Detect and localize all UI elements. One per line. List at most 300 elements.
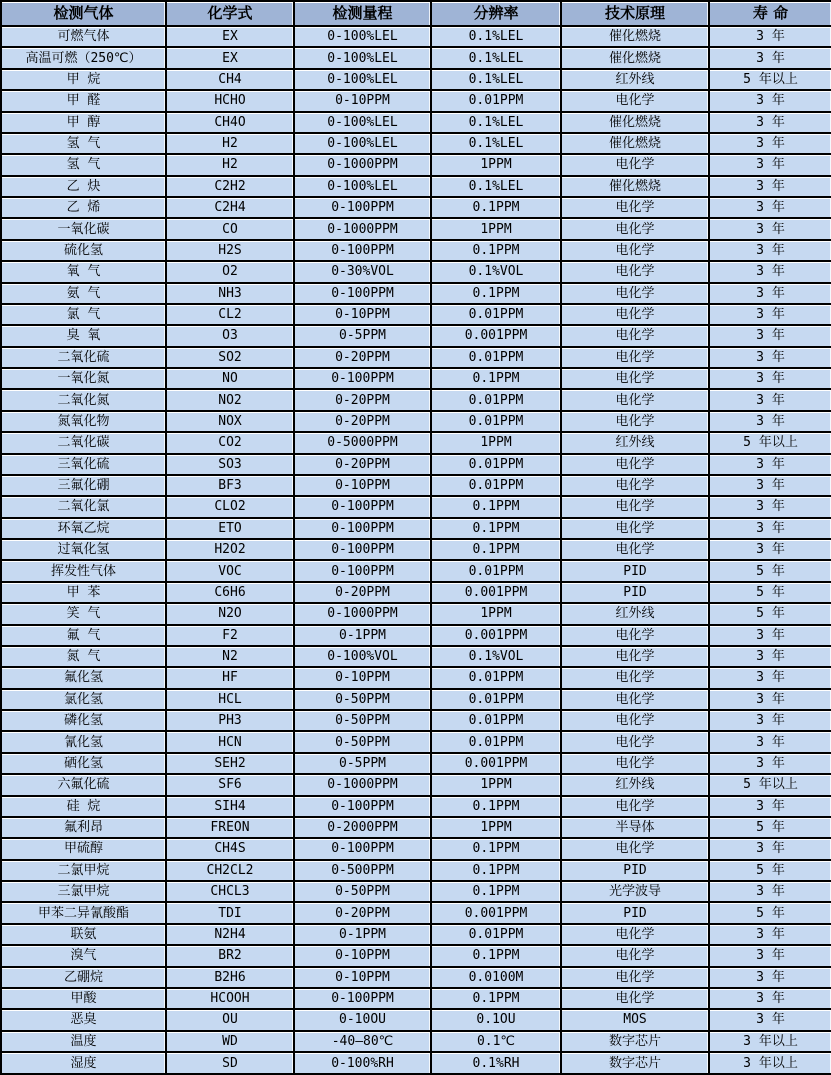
cell-lifespan: 3 年 — [709, 518, 831, 539]
table-row — [1, 304, 831, 325]
cell-gas-name: 联氨 — [1, 924, 166, 945]
cell-resolution: 0.1PPM — [431, 197, 561, 218]
table-row — [1, 368, 831, 389]
cell-lifespan: 3 年 — [709, 389, 831, 410]
cell-detection-range: 0-100PPM — [294, 368, 431, 389]
cell-chemical-formula: EX — [166, 26, 294, 47]
table-row — [1, 325, 831, 346]
cell-detection-range: 0-100PPM — [294, 240, 431, 261]
cell-gas-name: 甲酸 — [1, 988, 166, 1009]
cell-technology-principle: 电化学 — [561, 945, 709, 966]
cell-gas-name: 温度 — [1, 1031, 166, 1052]
cell-lifespan: 3 年 — [709, 625, 831, 646]
cell-resolution: 0.1%LEL — [431, 26, 561, 47]
cell-resolution: 0.01PPM — [431, 667, 561, 688]
cell-lifespan: 3 年 — [709, 218, 831, 239]
cell-lifespan: 3 年 — [709, 967, 831, 988]
cell-gas-name: 三氧化硫 — [1, 454, 166, 475]
cell-gas-name: 甲硫醇 — [1, 838, 166, 859]
cell-technology-principle: 电化学 — [561, 838, 709, 859]
cell-chemical-formula: EX — [166, 47, 294, 68]
cell-resolution: 0.1%LEL — [431, 47, 561, 68]
cell-gas-name: 三氟化硼 — [1, 475, 166, 496]
cell-gas-name: 硒化氢 — [1, 753, 166, 774]
cell-lifespan: 3 年 — [709, 881, 831, 902]
cell-gas-name: 硫化氢 — [1, 240, 166, 261]
cell-detection-range: 0-5PPM — [294, 325, 431, 346]
cell-chemical-formula: H2S — [166, 240, 294, 261]
cell-gas-name: 甲 醇 — [1, 112, 166, 133]
cell-resolution: 1PPM — [431, 218, 561, 239]
cell-resolution: 0.01PPM — [431, 475, 561, 496]
cell-chemical-formula: SEH2 — [166, 753, 294, 774]
cell-detection-range: 0-100PPM — [294, 560, 431, 581]
cell-resolution: 0.01PPM — [431, 731, 561, 752]
table-row — [1, 283, 831, 304]
cell-chemical-formula: SO2 — [166, 347, 294, 368]
cell-technology-principle: 数字芯片 — [561, 1031, 709, 1052]
cell-gas-name: 氨 气 — [1, 283, 166, 304]
cell-chemical-formula: O2 — [166, 261, 294, 282]
cell-resolution: 0.001PPM — [431, 325, 561, 346]
cell-detection-range: 0-10PPM — [294, 90, 431, 111]
table-row — [1, 47, 831, 68]
cell-chemical-formula: O3 — [166, 325, 294, 346]
cell-chemical-formula: TDI — [166, 902, 294, 923]
cell-lifespan: 3 年 — [709, 176, 831, 197]
cell-lifespan: 5 年 — [709, 902, 831, 923]
cell-chemical-formula: HCN — [166, 731, 294, 752]
cell-technology-principle: 红外线 — [561, 69, 709, 90]
cell-lifespan: 3 年以上 — [709, 1052, 831, 1074]
cell-chemical-formula: NOX — [166, 411, 294, 432]
header-technology-principle: 技术原理 — [561, 1, 709, 26]
cell-chemical-formula: SIH4 — [166, 796, 294, 817]
cell-lifespan: 5 年以上 — [709, 69, 831, 90]
cell-technology-principle: 光学波导 — [561, 881, 709, 902]
cell-resolution: 0.1%LEL — [431, 69, 561, 90]
cell-gas-name: 氟 气 — [1, 625, 166, 646]
cell-gas-name: 六氟化硫 — [1, 774, 166, 795]
cell-resolution: 0.1PPM — [431, 539, 561, 560]
cell-lifespan: 3 年 — [709, 753, 831, 774]
cell-gas-name: 氢 气 — [1, 154, 166, 175]
cell-lifespan: 3 年 — [709, 838, 831, 859]
cell-lifespan: 3 年 — [709, 988, 831, 1009]
cell-technology-principle: 电化学 — [561, 347, 709, 368]
cell-gas-name: 甲 苯 — [1, 582, 166, 603]
cell-resolution: 0.01PPM — [431, 389, 561, 410]
table-row — [1, 710, 831, 731]
cell-resolution: 0.01PPM — [431, 924, 561, 945]
cell-technology-principle: PID — [561, 560, 709, 581]
cell-gas-name: 甲 醛 — [1, 90, 166, 111]
cell-detection-range: 0-10PPM — [294, 667, 431, 688]
table-row — [1, 860, 831, 881]
table-body — [1, 26, 831, 1074]
cell-detection-range: 0-100%LEL — [294, 69, 431, 90]
cell-resolution: 0.1PPM — [431, 240, 561, 261]
cell-technology-principle: 电化学 — [561, 283, 709, 304]
cell-resolution: 0.01PPM — [431, 689, 561, 710]
cell-resolution: 0.1PPM — [431, 881, 561, 902]
header-resolution: 分辨率 — [431, 1, 561, 26]
cell-gas-name: 磷化氢 — [1, 710, 166, 731]
header-row — [1, 1, 831, 26]
cell-detection-range: 0-50PPM — [294, 881, 431, 902]
cell-resolution: 1PPM — [431, 774, 561, 795]
table-row — [1, 240, 831, 261]
cell-chemical-formula: CHCL3 — [166, 881, 294, 902]
header-lifespan: 寿 命 — [709, 1, 831, 26]
cell-detection-range: 0-100PPM — [294, 518, 431, 539]
table-row — [1, 411, 831, 432]
cell-resolution: 1PPM — [431, 432, 561, 453]
table-row — [1, 218, 831, 239]
cell-chemical-formula: B2H6 — [166, 967, 294, 988]
cell-lifespan: 3 年 — [709, 304, 831, 325]
cell-lifespan: 3 年 — [709, 261, 831, 282]
cell-chemical-formula: PH3 — [166, 710, 294, 731]
cell-detection-range: 0-10PPM — [294, 967, 431, 988]
cell-detection-range: 0-10OU — [294, 1009, 431, 1030]
cell-technology-principle: 催化燃烧 — [561, 133, 709, 154]
cell-detection-range: 0-100PPM — [294, 496, 431, 517]
cell-lifespan: 3 年 — [709, 496, 831, 517]
cell-resolution: 0.1PPM — [431, 838, 561, 859]
cell-resolution: 0.1%VOL — [431, 646, 561, 667]
cell-lifespan: 5 年 — [709, 860, 831, 881]
table-row — [1, 1031, 831, 1052]
cell-gas-name: 高温可燃（250℃） — [1, 47, 166, 68]
cell-technology-principle: 电化学 — [561, 518, 709, 539]
header-gas-name: 检测气体 — [1, 1, 166, 26]
cell-technology-principle: 电化学 — [561, 796, 709, 817]
cell-technology-principle: 电化学 — [561, 667, 709, 688]
table-row — [1, 347, 831, 368]
cell-detection-range: 0-10PPM — [294, 304, 431, 325]
cell-gas-name: 可燃气体 — [1, 26, 166, 47]
cell-lifespan: 3 年 — [709, 646, 831, 667]
cell-technology-principle: 电化学 — [561, 325, 709, 346]
table-row — [1, 646, 831, 667]
cell-chemical-formula: N2 — [166, 646, 294, 667]
cell-lifespan: 3 年 — [709, 710, 831, 731]
cell-resolution: 1PPM — [431, 603, 561, 624]
cell-chemical-formula: C2H4 — [166, 197, 294, 218]
cell-lifespan: 3 年 — [709, 475, 831, 496]
cell-technology-principle: PID — [561, 860, 709, 881]
cell-gas-name: 一氧化碳 — [1, 218, 166, 239]
table-row — [1, 945, 831, 966]
table-row — [1, 539, 831, 560]
table-row — [1, 432, 831, 453]
cell-detection-range: 0-100%VOL — [294, 646, 431, 667]
cell-detection-range: 0-5PPM — [294, 753, 431, 774]
cell-gas-name: 氮氧化物 — [1, 411, 166, 432]
cell-chemical-formula: N2O — [166, 603, 294, 624]
cell-gas-name: 甲 烷 — [1, 69, 166, 90]
cell-lifespan: 5 年 — [709, 560, 831, 581]
table-row — [1, 603, 831, 624]
cell-lifespan: 5 年以上 — [709, 774, 831, 795]
cell-lifespan: 3 年 — [709, 240, 831, 261]
cell-resolution: 0.1OU — [431, 1009, 561, 1030]
cell-detection-range: 0-50PPM — [294, 689, 431, 710]
cell-chemical-formula: SD — [166, 1052, 294, 1074]
cell-detection-range: 0-30%VOL — [294, 261, 431, 282]
table-row — [1, 924, 831, 945]
cell-resolution: 0.001PPM — [431, 753, 561, 774]
cell-lifespan: 3 年 — [709, 796, 831, 817]
cell-lifespan: 3 年 — [709, 283, 831, 304]
table-row — [1, 689, 831, 710]
cell-detection-range: 0-100%LEL — [294, 26, 431, 47]
table-row — [1, 26, 831, 47]
table-row — [1, 967, 831, 988]
cell-technology-principle: 电化学 — [561, 475, 709, 496]
cell-lifespan: 3 年 — [709, 325, 831, 346]
cell-resolution: 0.1%VOL — [431, 261, 561, 282]
cell-gas-name: 氢 气 — [1, 133, 166, 154]
table-row — [1, 667, 831, 688]
cell-technology-principle: 电化学 — [561, 967, 709, 988]
cell-lifespan: 3 年 — [709, 133, 831, 154]
cell-resolution: 1PPM — [431, 817, 561, 838]
cell-chemical-formula: NO — [166, 368, 294, 389]
cell-chemical-formula: SO3 — [166, 454, 294, 475]
cell-lifespan: 3 年 — [709, 411, 831, 432]
cell-lifespan: 3 年 — [709, 689, 831, 710]
cell-lifespan: 3 年 — [709, 154, 831, 175]
cell-technology-principle: 催化燃烧 — [561, 47, 709, 68]
cell-resolution: 0.001PPM — [431, 902, 561, 923]
cell-lifespan: 3 年 — [709, 26, 831, 47]
table-row — [1, 625, 831, 646]
cell-gas-name: 氧 气 — [1, 261, 166, 282]
cell-technology-principle: 电化学 — [561, 625, 709, 646]
cell-detection-range: 0-1000PPM — [294, 603, 431, 624]
cell-technology-principle: PID — [561, 902, 709, 923]
table-row — [1, 69, 831, 90]
cell-gas-name: 氟利昂 — [1, 817, 166, 838]
cell-chemical-formula: HCL — [166, 689, 294, 710]
cell-lifespan: 3 年以上 — [709, 1031, 831, 1052]
cell-technology-principle: 电化学 — [561, 539, 709, 560]
cell-lifespan: 3 年 — [709, 924, 831, 945]
cell-chemical-formula: BF3 — [166, 475, 294, 496]
table-row — [1, 560, 831, 581]
cell-resolution: 1PPM — [431, 154, 561, 175]
cell-technology-principle: 半导体 — [561, 817, 709, 838]
cell-gas-name: 氯 气 — [1, 304, 166, 325]
table-row — [1, 518, 831, 539]
cell-detection-range: 0-1PPM — [294, 625, 431, 646]
cell-technology-principle: 电化学 — [561, 389, 709, 410]
table-row — [1, 817, 831, 838]
cell-lifespan: 5 年 — [709, 817, 831, 838]
cell-gas-name: 二氧化碳 — [1, 432, 166, 453]
cell-detection-range: 0-50PPM — [294, 710, 431, 731]
cell-chemical-formula: HCOOH — [166, 988, 294, 1009]
header-chemical-formula: 化学式 — [166, 1, 294, 26]
table-row — [1, 475, 831, 496]
cell-technology-principle: 红外线 — [561, 432, 709, 453]
cell-lifespan: 5 年 — [709, 603, 831, 624]
cell-lifespan: 3 年 — [709, 197, 831, 218]
table-row — [1, 90, 831, 111]
cell-chemical-formula: HF — [166, 667, 294, 688]
table-row — [1, 1009, 831, 1030]
cell-detection-range: 0-1000PPM — [294, 154, 431, 175]
cell-lifespan: 3 年 — [709, 347, 831, 368]
cell-lifespan: 3 年 — [709, 1009, 831, 1030]
cell-lifespan: 3 年 — [709, 454, 831, 475]
table-row — [1, 1052, 831, 1074]
cell-chemical-formula: HCHO — [166, 90, 294, 111]
cell-technology-principle: 电化学 — [561, 218, 709, 239]
table-row — [1, 176, 831, 197]
cell-chemical-formula: C2H2 — [166, 176, 294, 197]
cell-technology-principle: 电化学 — [561, 304, 709, 325]
cell-detection-range: 0-20PPM — [294, 582, 431, 603]
table-row — [1, 133, 831, 154]
cell-lifespan: 5 年 — [709, 582, 831, 603]
cell-chemical-formula: H2O2 — [166, 539, 294, 560]
table-row — [1, 796, 831, 817]
cell-resolution: 0.001PPM — [431, 625, 561, 646]
cell-lifespan: 3 年 — [709, 731, 831, 752]
cell-gas-name: 乙 烯 — [1, 197, 166, 218]
cell-chemical-formula: SF6 — [166, 774, 294, 795]
cell-gas-name: 恶臭 — [1, 1009, 166, 1030]
cell-technology-principle: 催化燃烧 — [561, 176, 709, 197]
cell-resolution: 0.1℃ — [431, 1031, 561, 1052]
cell-chemical-formula: N2H4 — [166, 924, 294, 945]
cell-detection-range: 0-100PPM — [294, 283, 431, 304]
cell-detection-range: 0-10PPM — [294, 475, 431, 496]
cell-lifespan: 3 年 — [709, 112, 831, 133]
cell-detection-range: 0-20PPM — [294, 389, 431, 410]
cell-detection-range: 0-1000PPM — [294, 218, 431, 239]
cell-technology-principle: 电化学 — [561, 154, 709, 175]
cell-resolution: 0.01PPM — [431, 560, 561, 581]
cell-chemical-formula: CO — [166, 218, 294, 239]
cell-detection-range: 0-100%LEL — [294, 47, 431, 68]
cell-chemical-formula: CH2CL2 — [166, 860, 294, 881]
cell-detection-range: 0-100PPM — [294, 796, 431, 817]
cell-chemical-formula: CO2 — [166, 432, 294, 453]
cell-gas-name: 二氧化氮 — [1, 389, 166, 410]
cell-gas-name: 一氧化氮 — [1, 368, 166, 389]
cell-gas-name: 甲苯二异氰酸酯 — [1, 902, 166, 923]
cell-lifespan: 3 年 — [709, 539, 831, 560]
table-row — [1, 838, 831, 859]
cell-lifespan: 3 年 — [709, 945, 831, 966]
cell-chemical-formula: FREON — [166, 817, 294, 838]
table-row — [1, 454, 831, 475]
table-row — [1, 197, 831, 218]
cell-technology-principle: PID — [561, 582, 709, 603]
cell-chemical-formula: CH4O — [166, 112, 294, 133]
cell-chemical-formula: CH4S — [166, 838, 294, 859]
cell-resolution: 0.01PPM — [431, 347, 561, 368]
cell-resolution: 0.1%LEL — [431, 133, 561, 154]
cell-resolution: 0.0100M — [431, 967, 561, 988]
cell-detection-range: 0-100PPM — [294, 197, 431, 218]
table-row — [1, 261, 831, 282]
cell-gas-name: 溴气 — [1, 945, 166, 966]
cell-detection-range: 0-20PPM — [294, 454, 431, 475]
cell-gas-name: 乙 炔 — [1, 176, 166, 197]
cell-technology-principle: 红外线 — [561, 774, 709, 795]
cell-gas-name: 氮 气 — [1, 646, 166, 667]
cell-technology-principle: 电化学 — [561, 411, 709, 432]
cell-chemical-formula: CL2 — [166, 304, 294, 325]
cell-chemical-formula: H2 — [166, 154, 294, 175]
cell-resolution: 0.01PPM — [431, 710, 561, 731]
cell-technology-principle: 电化学 — [561, 753, 709, 774]
cell-resolution: 0.1PPM — [431, 283, 561, 304]
cell-gas-name: 氰化氢 — [1, 731, 166, 752]
cell-technology-principle: 电化学 — [561, 924, 709, 945]
cell-gas-name: 湿度 — [1, 1052, 166, 1074]
cell-technology-principle: 电化学 — [561, 368, 709, 389]
cell-resolution: 0.1PPM — [431, 518, 561, 539]
cell-technology-principle: 催化燃烧 — [561, 26, 709, 47]
cell-lifespan: 3 年 — [709, 47, 831, 68]
cell-detection-range: 0-100PPM — [294, 838, 431, 859]
cell-technology-principle: 电化学 — [561, 454, 709, 475]
cell-resolution: 0.01PPM — [431, 90, 561, 111]
cell-chemical-formula: NH3 — [166, 283, 294, 304]
cell-chemical-formula: CLO2 — [166, 496, 294, 517]
table-row — [1, 496, 831, 517]
cell-gas-name: 硅 烷 — [1, 796, 166, 817]
cell-gas-name: 笑 气 — [1, 603, 166, 624]
cell-technology-principle: 电化学 — [561, 261, 709, 282]
cell-detection-range: 0-100%LEL — [294, 176, 431, 197]
cell-technology-principle: 电化学 — [561, 731, 709, 752]
cell-lifespan: 3 年 — [709, 90, 831, 111]
cell-technology-principle: 电化学 — [561, 646, 709, 667]
cell-resolution: 0.01PPM — [431, 304, 561, 325]
cell-gas-name: 过氧化氢 — [1, 539, 166, 560]
cell-technology-principle: 催化燃烧 — [561, 112, 709, 133]
cell-lifespan: 5 年以上 — [709, 432, 831, 453]
cell-detection-range: 0-20PPM — [294, 902, 431, 923]
cell-resolution: 0.1PPM — [431, 860, 561, 881]
cell-chemical-formula: WD — [166, 1031, 294, 1052]
cell-resolution: 0.1PPM — [431, 496, 561, 517]
cell-lifespan: 3 年 — [709, 667, 831, 688]
cell-resolution: 0.01PPM — [431, 411, 561, 432]
cell-detection-range: 0-100PPM — [294, 988, 431, 1009]
table-row — [1, 154, 831, 175]
cell-detection-range: 0-50PPM — [294, 731, 431, 752]
cell-resolution: 0.1PPM — [431, 368, 561, 389]
cell-chemical-formula: ETO — [166, 518, 294, 539]
cell-resolution: 0.1%LEL — [431, 176, 561, 197]
cell-lifespan: 3 年 — [709, 368, 831, 389]
cell-gas-name: 三氯甲烷 — [1, 881, 166, 902]
cell-gas-name: 二氯甲烷 — [1, 860, 166, 881]
cell-resolution: 0.01PPM — [431, 454, 561, 475]
cell-detection-range: 0-2000PPM — [294, 817, 431, 838]
cell-technology-principle: 电化学 — [561, 240, 709, 261]
cell-chemical-formula: H2 — [166, 133, 294, 154]
cell-technology-principle: 电化学 — [561, 197, 709, 218]
